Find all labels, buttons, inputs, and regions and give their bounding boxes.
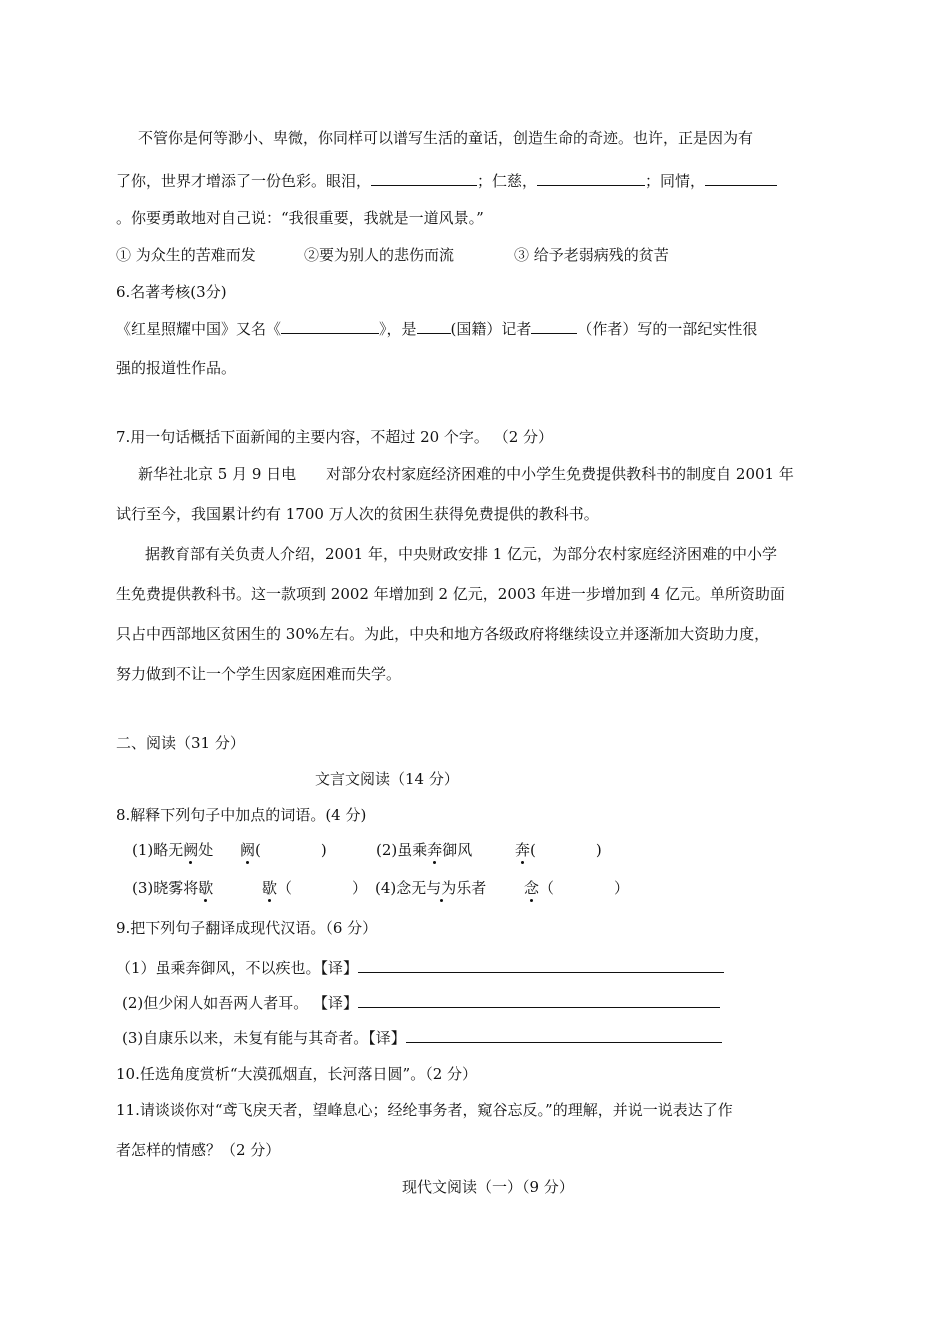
q9-1-answer-line[interactable] xyxy=(358,957,724,973)
para-intro-line-2 xyxy=(116,170,777,191)
q6-text-a: 《红星照耀中国》又名《 xyxy=(116,320,282,338)
question-8-row-2a-answer xyxy=(262,878,367,898)
blank-author[interactable] xyxy=(531,318,577,334)
news-line-2: 试行至今，我国累计约有 1700 万人次的贫困生获得免费提供的教科书。 xyxy=(116,505,599,523)
q8-3-paren[interactable]: （ ） xyxy=(277,879,368,897)
question-9-sentence-1 xyxy=(116,957,724,978)
q8-4-paren[interactable]: （ ） xyxy=(539,879,630,897)
question-8-row-1a xyxy=(132,840,213,860)
q8-3-dotted-word: 歇 xyxy=(198,879,214,897)
para-intro-text-b: ；仁慈， xyxy=(477,172,538,190)
question-8-row-2b-answer xyxy=(524,878,629,898)
q9-3-text: (3)自康乐以来，未复有能与其奇者。【译】 xyxy=(122,1029,406,1047)
q6-text-b: 》，是 xyxy=(379,320,417,338)
para-intro-line-1: 不管你是何等渺小、卑微，你同样可以谱写生活的童话，创造生命的奇迹。也许，正是因为有 xyxy=(138,129,754,147)
question-9-sentence-2 xyxy=(122,992,720,1013)
question-9-title: 9.把下列句子翻译成现代汉语。（6 分） xyxy=(116,919,378,937)
q8-2-paren[interactable]: ( ) xyxy=(530,841,602,859)
question-8-row-2a xyxy=(132,878,213,898)
modern-reading-title: 现代文阅读（一）（9 分） xyxy=(402,1178,574,1196)
blank-nationality[interactable] xyxy=(417,318,451,334)
question-8-row-1b xyxy=(376,840,472,860)
q8-3-text: (3)晓雾将 xyxy=(132,879,199,897)
q8-1-paren[interactable]: ( ) xyxy=(255,841,327,859)
q8-2-text: (2)虽乘 xyxy=(376,841,428,859)
q8-1-text: (1)略无 xyxy=(132,841,184,859)
question-8-row-1b-answer xyxy=(515,840,602,860)
q8-4-dotted-words: 念无与为乐者 xyxy=(396,879,487,897)
news-line-3: 据教育部有关负责人介绍，2001 年，中央财政安排 1 亿元，为部分农村家庭经济困难的中小学 xyxy=(145,545,778,563)
section-2-title: 二、阅读（31 分） xyxy=(116,734,245,752)
q6-text-d: （作者）写的一部纪实性很 xyxy=(577,320,758,338)
q8-2-dotted-word: 奔 xyxy=(427,841,443,859)
blank-tears[interactable] xyxy=(371,170,477,186)
question-10: 10.任选角度赏析“大漠孤烟直，长河落日圆”。（2 分） xyxy=(116,1065,478,1083)
question-6-title: 6.名著考核(3分) xyxy=(116,283,227,301)
question-8-title: 8.解释下列句子中加点的词语。(4 分) xyxy=(116,806,367,824)
news-line-4: 生免费提供教科书。这一款项到 2002 年增加到 2 亿元，2003 年进一步增加到 4 亿元。单所资助面 xyxy=(116,585,785,603)
para-intro-text-c: ；同情， xyxy=(645,172,706,190)
question-9-sentence-3 xyxy=(122,1027,722,1048)
q8-1-word: 阙 xyxy=(240,841,256,859)
q8-4-text: (4) xyxy=(375,879,397,897)
classical-reading-title: 文言文阅读（14 分） xyxy=(315,770,459,788)
question-11-line-2: 者怎样的情感？（2 分） xyxy=(116,1141,281,1159)
option-3: ③ 给予老弱病残的贫苦 xyxy=(514,246,669,264)
option-1: ① 为众生的苦难而发 xyxy=(116,246,256,264)
question-8-row-1a-answer xyxy=(240,840,327,860)
q8-3-word: 歇 xyxy=(262,879,278,897)
q9-2-text: (2)但少闲人如吾两人者耳。 【译】 xyxy=(122,994,359,1012)
blank-kindness[interactable] xyxy=(537,170,645,186)
q9-3-answer-line[interactable] xyxy=(406,1027,722,1043)
news-line-5: 只占中西部地区贫困生的 30%左右。为此，中央和地方各级政府将继续设立并逐渐加大资助力度， xyxy=(116,625,770,643)
blank-other-title[interactable] xyxy=(281,318,379,334)
question-6-line-1 xyxy=(116,318,757,339)
q8-4-word: 念 xyxy=(524,879,540,897)
q8-2-text-end: 御风 xyxy=(442,841,473,859)
question-7-title: 7.用一句话概括下面新闻的主要内容，不超过 20 个字。 （2 分） xyxy=(116,428,554,446)
question-8-row-2b xyxy=(375,878,486,898)
q8-2-word: 奔 xyxy=(515,841,531,859)
option-2: ②要为别人的悲伤而流 xyxy=(304,246,455,264)
blank-sympathy[interactable] xyxy=(705,170,777,186)
q9-1-text: （1）虽乘奔御风，不以疾也。【译】 xyxy=(116,959,359,977)
q9-2-answer-line[interactable] xyxy=(358,992,720,1008)
news-line-1: 新华社北京 5 月 9 日电 对部分农村家庭经济困难的中小学生免费提供教科书的制度自 2001 年 xyxy=(138,465,794,483)
q8-1-text-end: 处 xyxy=(198,841,214,859)
q6-text-c: (国籍）记者 xyxy=(450,320,532,338)
para-intro-text-a: 了你，世界才增添了一份色彩。眼泪， xyxy=(116,172,372,190)
news-line-6: 努力做到不让一个学生因家庭困难而失学。 xyxy=(116,665,402,683)
question-6-line-2: 强的报道性作品。 xyxy=(116,359,237,377)
question-11-line-1: 11.请谈谈你对“鸢飞戾天者，望峰息心；经纶事务者，窥谷忘反。”的理解，并说一说表达了作 xyxy=(116,1101,733,1119)
para-intro-line-3: 。你要勇敢地对自己说：“我很重要，我就是一道风景。” xyxy=(116,209,484,227)
q8-1-dotted-word: 阙 xyxy=(183,841,199,859)
